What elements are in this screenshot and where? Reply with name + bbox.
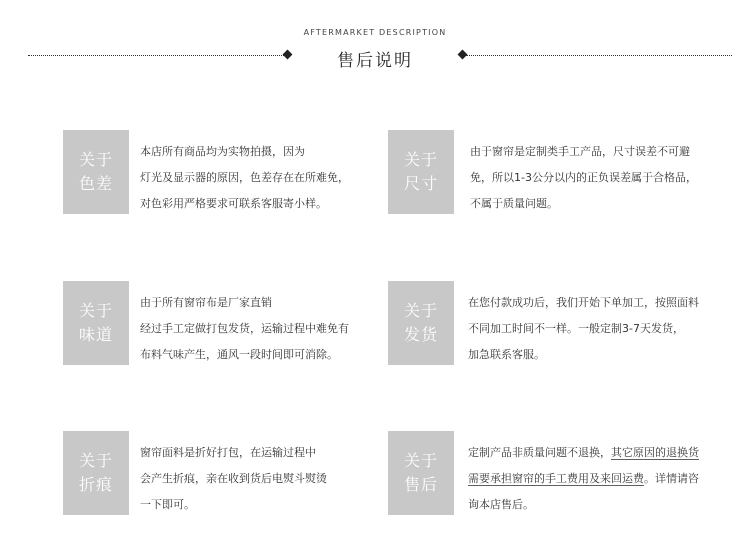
card-tag [388, 431, 454, 515]
desc-line: 会产生折痕，亲在收到货后电熨斗熨烫 [140, 472, 327, 485]
desc-text: 定制产品非质量问题不退换， [468, 446, 611, 459]
tag-line-1: 关于 [403, 451, 438, 470]
card-tag [63, 130, 129, 214]
tag-line-1: 关于 [78, 451, 113, 470]
desc-line [468, 466, 730, 492]
card-tag [388, 281, 454, 365]
tag-line-2: 售后 [403, 475, 438, 494]
desc-line [468, 440, 730, 466]
desc-text: 。详情请咨 [644, 472, 699, 485]
desc-line: 由于窗帘是定制类手工产品，尺寸误差不可避 [470, 145, 690, 158]
card-description [468, 440, 730, 518]
desc-line: 布料气味产生，通风一段时间即可消除。 [140, 348, 338, 361]
desc-line: 加急联系客服。 [468, 348, 545, 361]
card-description [140, 440, 402, 518]
card-color-difference [63, 130, 403, 216]
card-creases [63, 431, 403, 517]
header-subtitle: AFTERMARKET DESCRIPTION [303, 28, 447, 37]
tag-line-1: 关于 [403, 150, 438, 169]
desc-line: 不同加工时间不一样。一般定制3-7天发货， [468, 322, 684, 335]
card-tag [388, 130, 454, 214]
desc-line: 一下即可。 [140, 498, 195, 511]
card-description [140, 290, 402, 368]
desc-line: 对色彩用严格要求可联系客服寄小样。 [140, 197, 327, 210]
card-description [468, 290, 730, 368]
desc-line: 由于所有窗帘布是厂家直销 [140, 296, 272, 309]
card-smell [63, 281, 403, 367]
page-title: 售后说明 [337, 51, 413, 71]
card-tag [63, 431, 129, 515]
divider-right [466, 55, 732, 56]
divider-left [28, 55, 284, 56]
card-description [140, 139, 402, 217]
desc-line: 本店所有商品均为实物拍摄，因为 [140, 145, 305, 158]
tag-line-2: 尺寸 [403, 174, 438, 193]
card-description [470, 139, 732, 217]
desc-line: 经过手工定做打包发货，运输过程中难免有 [140, 322, 349, 335]
desc-line: 免，所以1-3公分以内的正负误差属于合格品， [470, 171, 697, 184]
highlighted-text: 其它原因的退换货 [611, 446, 699, 459]
desc-line: 灯光及显示器的原因，色差存在在所难免， [140, 171, 349, 184]
card-shipping [388, 281, 728, 367]
tag-line-1: 关于 [78, 301, 113, 320]
card-tag [63, 281, 129, 365]
highlighted-text: 需要承担窗帘的手工费用及来回运费 [468, 472, 644, 485]
tag-line-1: 关于 [403, 301, 438, 320]
desc-line: 不属于质量问题。 [470, 197, 558, 210]
desc-line: 窗帘面料是折好打包，在运输过程中 [140, 446, 316, 459]
desc-line: 询本店售后。 [468, 498, 534, 511]
card-size [388, 130, 728, 216]
tag-line-2: 味道 [78, 325, 113, 344]
tag-line-1: 关于 [78, 150, 113, 169]
desc-line: 在您付款成功后，我们开始下单加工，按照面料 [468, 296, 699, 309]
tag-line-2: 发货 [403, 325, 438, 344]
tag-line-2: 折痕 [78, 475, 113, 494]
card-after-sales [388, 431, 728, 517]
tag-line-2: 色差 [78, 174, 113, 193]
